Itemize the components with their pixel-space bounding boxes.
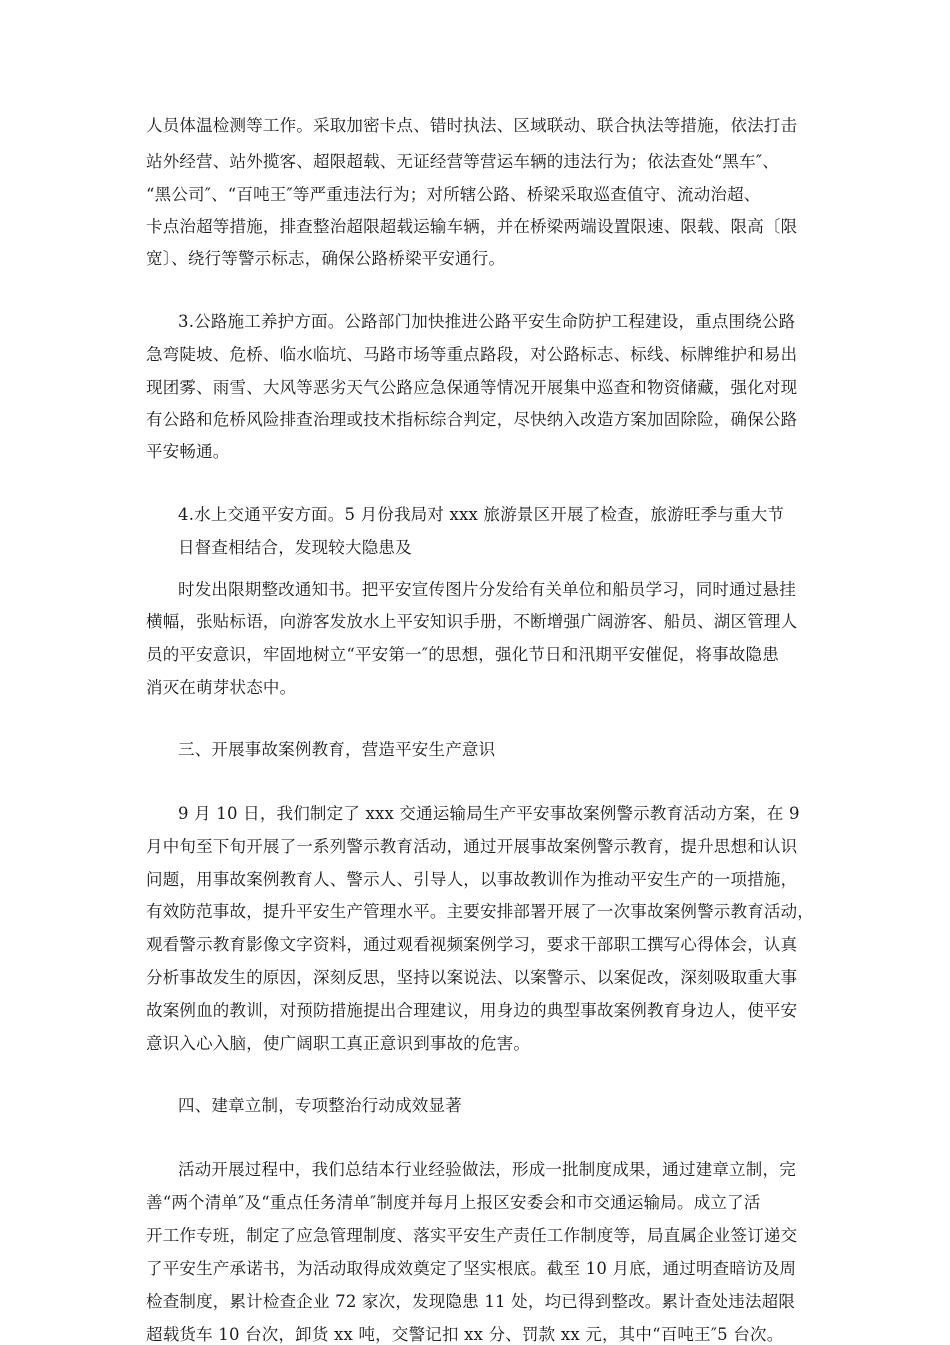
section-heading: 四、建章立制，专项整治行动成效显著 [178,1096,462,1115]
text-line: 9 月 10 日，我们制定了 xxx 交通运输局生产平安事故案例警示教育活动方案，在 9 [178,804,800,823]
text-line: 卡点治超等措施，排查整治超限超载运输车辆，并在桥梁两端设置限速、限载、限高〔限 [146,217,798,236]
text-line: 现团雾、雨雪、大风等恶劣天气公路应急保通等情况开展集中巡查和物资储藏，强化对现 [146,378,798,397]
text-line: 时发出限期整改通知书。把平安宣传图片分发给有关单位和船员学习，同时通过悬挂 [178,580,796,599]
text-line: 问题，用事故案例教育人、警示人、引导人，以事故教训作为推动平安生产的一项措施， [146,870,798,889]
text-line: 检查制度，累计检查企业 72 家次，发现隐患 11 处，均已得到整改。累计查处违法超限 [146,1292,796,1311]
text-line: 有公路和危桥风险排查治理或技术指标综合判定，尽快纳入改造方案加固除险，确保公路 [146,410,798,429]
text-line: 观看警示教育影像文字资料，通过观看视频案例学习，要求干部职工撰写心得体会，认真 [146,935,798,954]
text-line: 3.公路施工养护方面。公路部门加快推进公路平安生命防护工程建设，重点围绕公路 [178,312,796,331]
text-line: 月中旬至下旬开展了一系列警示教育活动，通过开展事故案例警示教育，提升思想和认识 [146,837,798,856]
text-line: “黑公司″、“百吨王″等严重违法行为；对所辖公路、桥梁采取巡查值守、流动治超、 [146,185,761,204]
text-line: 开工作专班，制定了应急管理制度、落实平安生产责任工作制度等，局直属企业签订递交 [146,1226,798,1245]
text-line: 宽〕、绕行等警示标志，确保公路桥梁平安通行。 [146,249,506,268]
text-line: 意识入心入脑，使广阔职工真正意识到事故的危害。 [146,1034,531,1053]
text-line: 站外经营、站外揽客、超限超载、无证经营等营运车辆的违法行为；依法查处“黑车″、 [146,152,779,171]
text-line: 横幅，张贴标语，向游客发放水上平安知识手册，不断增强广阔游客、船员、湖区管理人 [146,612,798,631]
text-line: 善“两个清单″及“重点任务清单″制度并每月上报区安委会和市交通运输局。成立了活 [146,1193,761,1212]
text-line: 人员体温检测等工作。采取加密卡点、错时执法、区域联动、联合执法等措施，依法打击 [146,116,798,135]
text-line: 分析事故发生的原因，深刻反思，坚持以案说法、以案警示、以案促改，深刻吸取重大事 [146,968,798,987]
text-line: 活动开展过程中，我们总结本行业经验做法，形成一批制度成果，通过建章立制，完 [178,1160,796,1179]
text-line: 日督查相结合，发现较大隐患及 [178,538,412,557]
text-line: 有效防范事故，提升平安生产管理水平。主要安排部署开展了一次事故案例警示教育活动， [146,902,814,921]
text-line: 4.水上交通平安方面。5 月份我局对 xxx 旅游景区开展了检查，旅游旺季与重大节 [178,505,785,524]
text-line: 故案例血的教训，对预防措施提出合理建议，用身边的典型事故案例教育身边人，使平安 [146,1001,798,1020]
text-line: 消灭在萌芽状态中。 [146,678,297,697]
section-heading: 三、开展事故案例教育，营造平安生产意识 [178,740,496,759]
text-line: 平安畅通。 [146,442,230,461]
text-line: 员的平安意识，牢固地树立“平安第一″的思想，强化节日和汛期平安催促，将事故隐患 [146,645,779,664]
text-line: 了平安生产承诺书，为活动取得成效奠定了坚实根底。截至 10 月底，通过明查暗访及周 [146,1259,797,1278]
text-line: 超载货车 10 台次，卸货 xx 吨，交警记扣 xx 分、罚款 xx 元，其中“百吨王″5 台次。 [146,1325,784,1344]
text-line: 急弯陡坡、危桥、临水临坑、马路市场等重点路段，对公路标志、标线、标牌维护和易出 [146,345,798,364]
